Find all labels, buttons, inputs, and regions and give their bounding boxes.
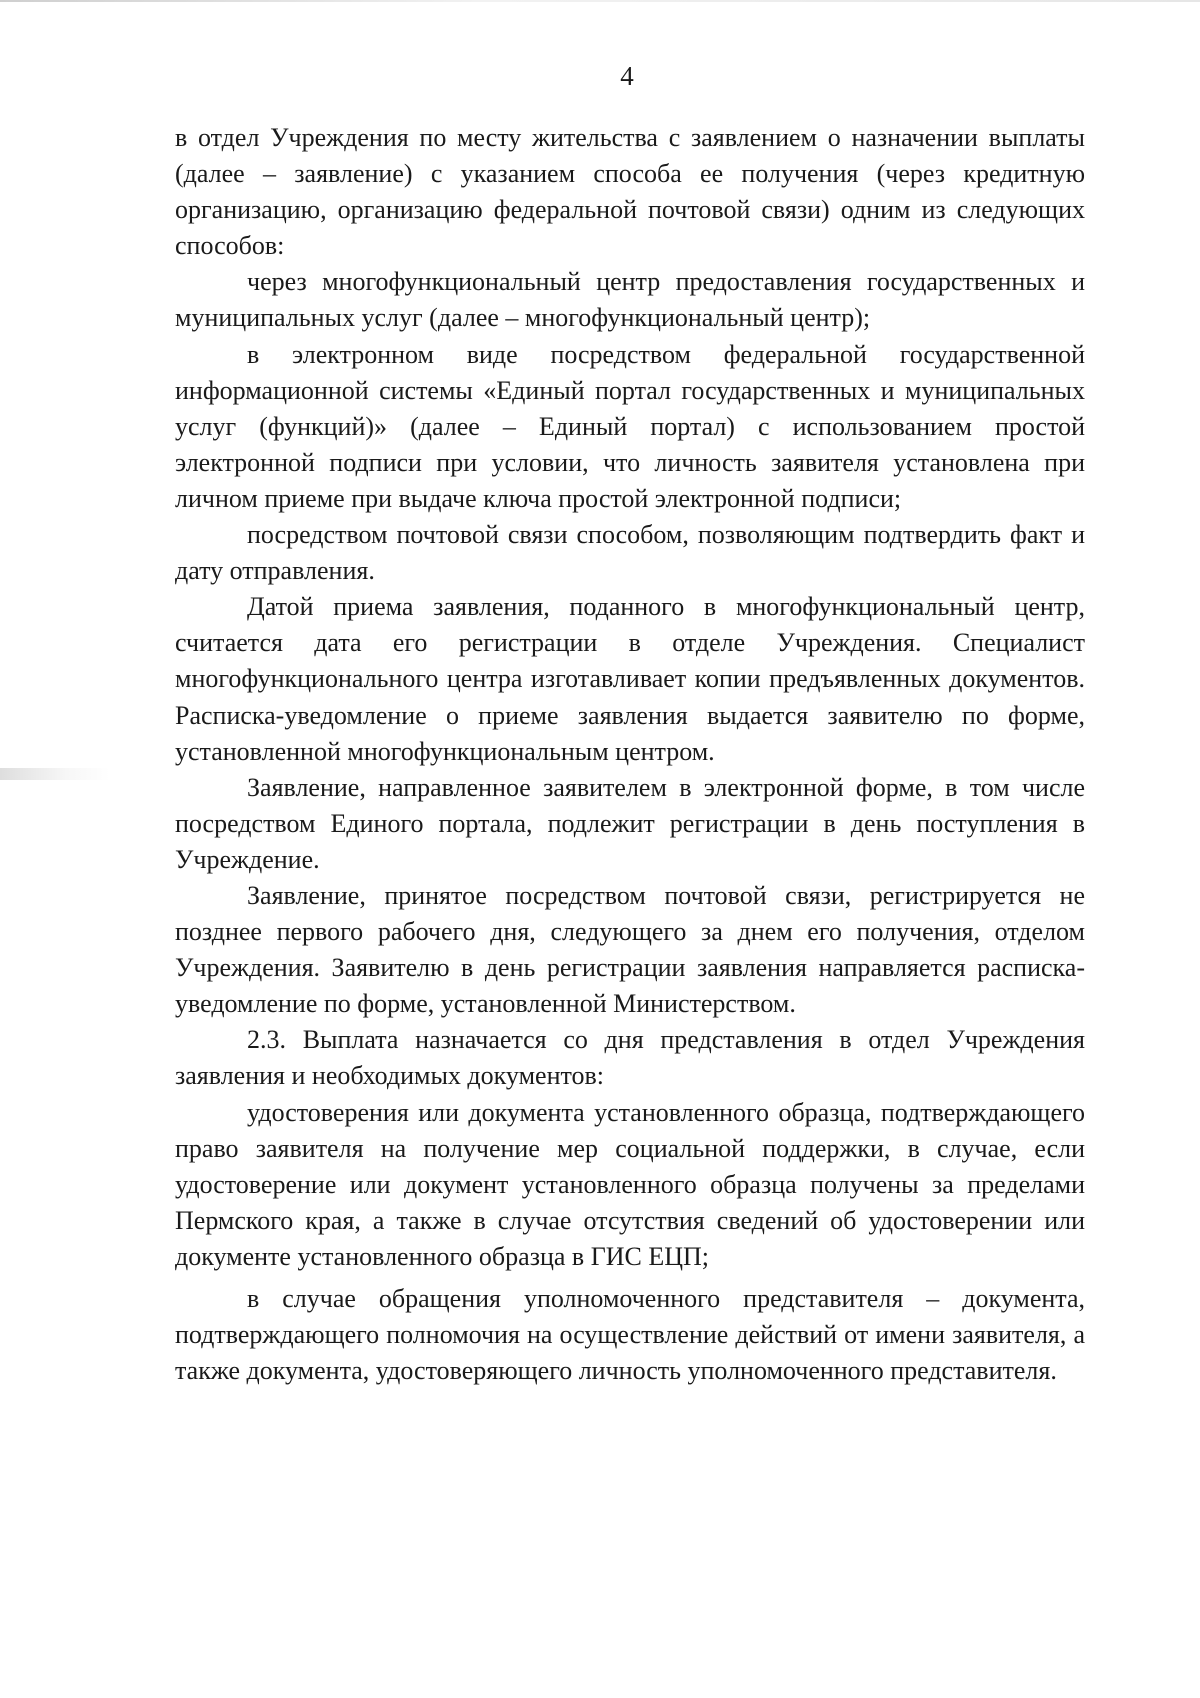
paragraph-postal-method: посредством почтовой связи способом, позволяющим подтвердить факт и дату отправления. xyxy=(175,520,1085,586)
paragraph-postal-registration: Заявление, принятое посредством почтовой связи, регистрируется не позднее первого рабочего дня, следующего за днем его получения, отделом Учреждения. Заявителю в день регистрации заявления направляется расписка-уведомление по форме, установленной Министерством. xyxy=(175,880,1085,1019)
scan-top-edge xyxy=(0,0,1200,2)
paragraph-electronic-method: в электронном виде посредством федеральной государственной информационной системы «Единый портал государственных и муниципальных услуг (функций)» (далее – Единый портал) с использованием простой электронной подписи при условии, что личность заявителя установлена при личном приеме при выдаче ключа простой электронной подписи; xyxy=(175,339,1085,513)
page-number: 4 xyxy=(620,61,634,91)
document-body xyxy=(175,120,1085,1389)
paragraph-mfc-method: через многофункциональный центр предоставления государственных и муниципальных услуг (далее – многофункциональный центр); xyxy=(175,267,1085,333)
paragraph-representative-document: в случае обращения уполномоченного представителя – документа, подтверждающего полномочия на осуществление действий от имени заявителя, а также документа, удостоверяющего личность уполномоченного представителя. xyxy=(175,1284,1085,1386)
paragraph-mfc-registration: Датой приема заявления, поданного в многофункциональный центр, считается дата его регистрации в отделе Учреждения. Специалист многофункционального центра изготавливает копии предъявленных документов. Расписка-уведомление о приеме заявления выдается заявителю по форме, установленной многофункциональным центром. xyxy=(175,592,1085,766)
paragraph-electronic-registration: Заявление, направленное заявителем в электронной форме, в том числе посредством Единого портала, подлежит регистрации в день поступления в Учреждение. xyxy=(175,772,1085,874)
paragraph-application-intro: в отдел Учреждения по месту жительства с заявлением о назначении выплаты (далее – заявление) с указанием способа ее получения (через кредитную организацию, организацию федеральной почтовой связи) одним из следующих способов: xyxy=(175,123,1085,261)
paragraph-certificate-document: удостоверения или документа установленного образца, подтверждающего право заявителя на получение мер социальной поддержки, в случае, если удостоверение или документ установленного образца получены за пределами Пермского края, а также в случае отсутствия сведений об удостоверении или документе установленного образца в ГИС ЕЦП; xyxy=(175,1097,1085,1271)
paragraph-section-2-3: 2.3. Выплата назначается со дня представления в отдел Учреждения заявления и необходимых документов: xyxy=(175,1025,1085,1091)
scan-artifact xyxy=(0,768,110,780)
